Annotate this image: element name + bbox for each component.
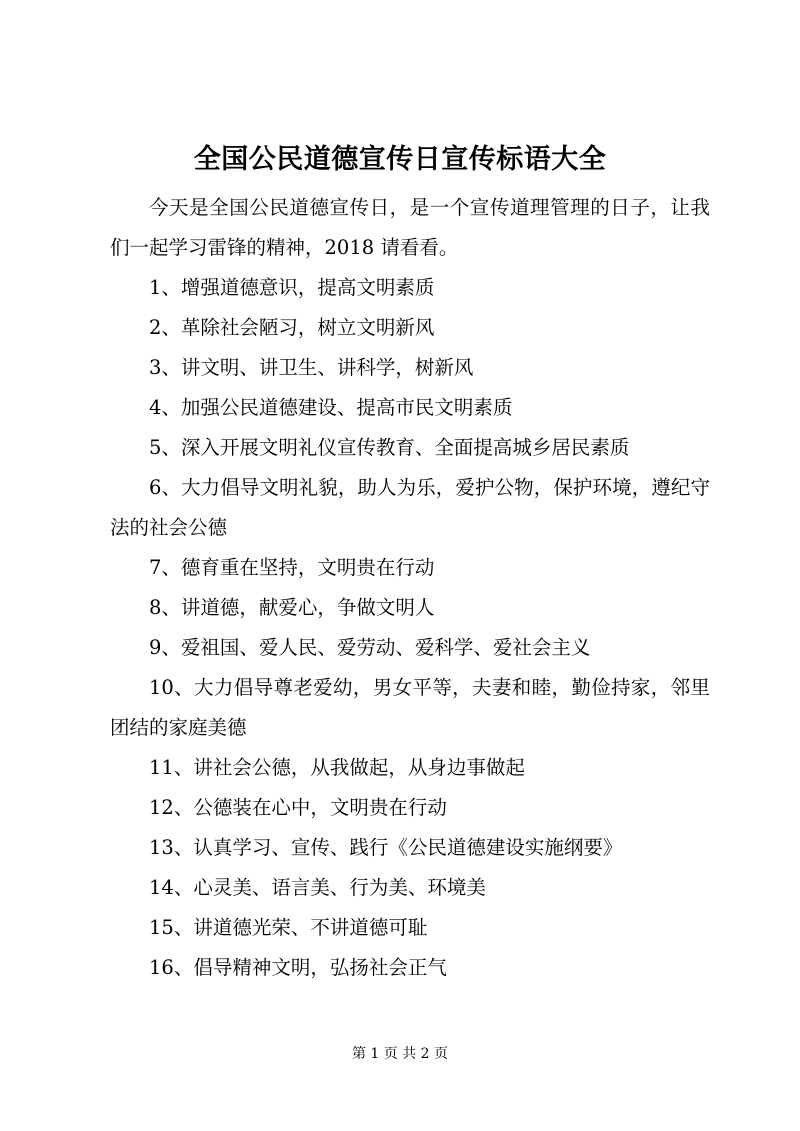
- slogan-item: 13、认真学习、宣传、践行《公民道德建设实施纲要》: [149, 836, 623, 859]
- slogan-item: 6、大力倡导文明礼貌，助人为乐，爱护公物，保护环境，遵纪守法的社会公德: [110, 476, 710, 539]
- document-body: [110, 188, 710, 988]
- slogan-item: 2、革除社会陋习，树立文明新风: [149, 316, 435, 339]
- slogan-item: 4、加强公民道德建设、提高市民文明素质: [149, 396, 513, 419]
- slogan-item: 3、讲文明、讲卫生、讲科学，树新风: [149, 356, 474, 379]
- slogan-item: 14、心灵美、语言美、行为美、环境美: [149, 876, 486, 899]
- slogan-item: 16、倡导精神文明，弘扬社会正气: [149, 956, 447, 979]
- slogan-item: 1、增强道德意识，提高文明素质: [149, 276, 435, 299]
- slogan-item: 10、大力倡导尊老爱幼，男女平等，夫妻和睦，勤俭持家，邻里团结的家庭美德: [110, 676, 710, 739]
- slogan-item: 8、讲道德，献爱心，争做文明人: [149, 596, 435, 619]
- slogan-item: 7、德育重在坚持，文明贵在行动: [149, 556, 435, 579]
- intro-paragraph: 今天是全国公民道德宣传日，是一个宣传道理管理的日子，让我们一起学习雷锋的精神，2018 请看看。: [110, 196, 710, 259]
- slogan-item: 9、爱祖国、爱人民、爱劳动、爱科学、爱社会主义: [149, 636, 591, 659]
- slogan-item: 12、公德装在心中，文明贵在行动: [149, 796, 447, 819]
- page-number-footer: 第 1 页 共 2 页: [351, 1046, 449, 1062]
- slogan-item: 11、讲社会公德，从我做起，从身边事做起: [149, 756, 525, 779]
- slogan-item: 5、深入开展文明礼仪宣传教育、全面提高城乡居民素质: [149, 436, 630, 459]
- document-title: 全国公民道德宣传日宣传标语大全: [193, 144, 607, 175]
- slogan-item: 15、讲道德光荣、不讲道德可耻: [149, 916, 428, 939]
